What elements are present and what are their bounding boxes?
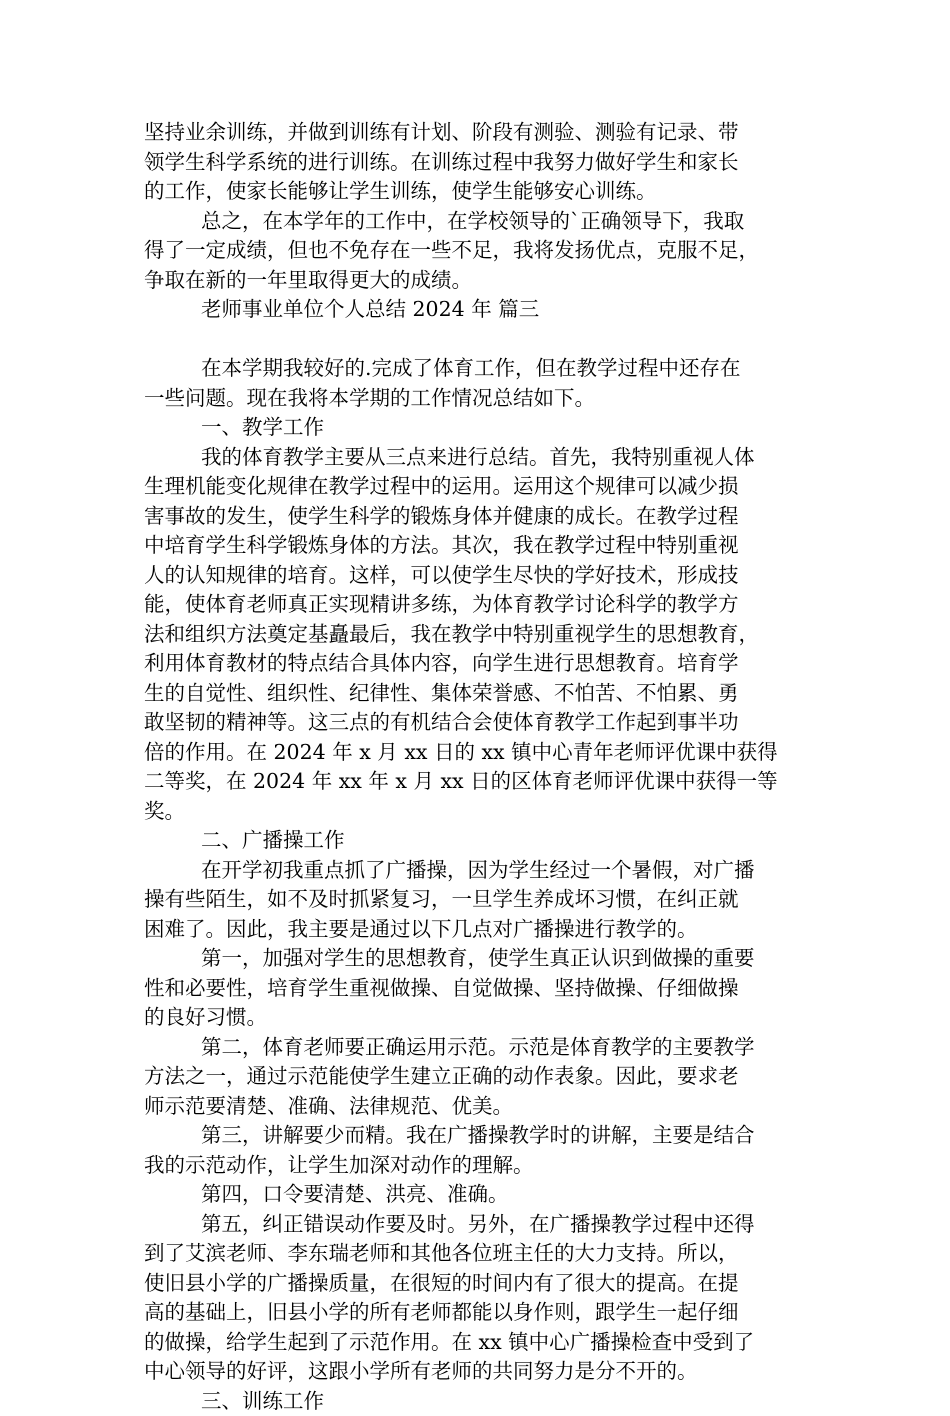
text-line: 一、教学工作	[144, 413, 827, 443]
text-line: 生理机能变化规律在教学过程中的运用。运用这个规律可以减少损	[144, 472, 827, 502]
text-line: 的良好习惯。	[144, 1003, 827, 1033]
text-line: 方法之一，通过示范能使学生建立正确的动作表象。因此，要求老	[144, 1062, 827, 1092]
text-line: 坚持业余训练，并做到训练有计划、阶段有测验、测验有记录、带	[144, 118, 827, 148]
text-line: 我的示范动作，让学生加深对动作的理解。	[144, 1151, 827, 1181]
text-line: 在开学初我重点抓了广播操，因为学生经过一个暑假，对广播	[144, 856, 827, 886]
text-line: 第四，口令要清楚、洪亮、准确。	[144, 1180, 827, 1210]
text-line: 高的基础上，旧县小学的所有老师都能以身作则，跟学生一起仔细	[144, 1298, 827, 1328]
document-page	[144, 118, 827, 1416]
text-line: 三、训练工作	[144, 1387, 827, 1416]
text-line: 在本学期我较好的.完成了体育工作，但在教学过程中还存在	[144, 354, 827, 384]
text-line: 二等奖，在 2024 年 xx 年 x 月 xx 日的区体育老师评优课中获得一等	[144, 767, 827, 797]
text-line: 师示范要清楚、准确、法律规范、优美。	[144, 1092, 827, 1122]
text-line: 第二，体育老师要正确运用示范。示范是体育教学的主要教学	[144, 1033, 827, 1063]
text-line: 的做操，给学生起到了示范作用。在 xx 镇中心广播操检查中受到了	[144, 1328, 827, 1358]
text-line: 法和组织方法奠定基矗最后，我在教学中特别重视学生的思想教育，	[144, 620, 827, 650]
blank-line	[144, 325, 827, 355]
text-line: 敢坚韧的精神等。这三点的有机结合会使体育教学工作起到事半功	[144, 708, 827, 738]
text-line: 害事故的发生，使学生科学的锻炼身体并健康的成长。在教学过程	[144, 502, 827, 532]
text-line: 使旧县小学的广播操质量，在很短的时间内有了很大的提高。在提	[144, 1269, 827, 1299]
text-line: 中心领导的好评，这跟小学所有老师的共同努力是分不开的。	[144, 1357, 827, 1387]
text-line: 操有些陌生，如不及时抓紧复习，一旦学生养成坏习惯，在纠正就	[144, 885, 827, 915]
text-line: 生的自觉性、组织性、纪律性、集体荣誉感、不怕苦、不怕累、勇	[144, 679, 827, 709]
text-line: 第五，纠正错误动作要及时。另外，在广播操教学过程中还得	[144, 1210, 827, 1240]
text-line: 得了一定成绩，但也不免存在一些不足，我将发扬优点，克服不足，	[144, 236, 827, 266]
text-line: 二、广播操工作	[144, 826, 827, 856]
text-line: 一些问题。现在我将本学期的工作情况总结如下。	[144, 384, 827, 414]
text-line: 人的认知规律的培育。这样，可以使学生尽快的学好技术，形成技	[144, 561, 827, 591]
text-line: 老师事业单位个人总结 2024 年 篇三	[144, 295, 827, 325]
text-line: 能，使体育老师真正实现精讲多练，为体育教学讨论科学的教学方	[144, 590, 827, 620]
text-line: 到了艾滨老师、李东瑞老师和其他各位班主任的大力支持。所以，	[144, 1239, 827, 1269]
text-line: 争取在新的一年里取得更大的成绩。	[144, 266, 827, 296]
text-line: 奖。	[144, 797, 827, 827]
text-line: 我的体育教学主要从三点来进行总结。首先，我特别重视人体	[144, 443, 827, 473]
text-line: 倍的作用。在 2024 年 x 月 xx 日的 xx 镇中心青年老师评优课中获得	[144, 738, 827, 768]
text-line: 领学生科学系统的进行训练。在训练过程中我努力做好学生和家长	[144, 148, 827, 178]
text-line: 总之，在本学年的工作中，在学校领导的`正确领导下，我取	[144, 207, 827, 237]
text-line: 困难了。因此，我主要是通过以下几点对广播操进行教学的。	[144, 915, 827, 945]
text-line: 的工作，使家长能够让学生训练，使学生能够安心训练。	[144, 177, 827, 207]
text-line: 中培育学生科学锻炼身体的方法。其次，我在教学过程中特别重视	[144, 531, 827, 561]
text-line: 性和必要性，培育学生重视做操、自觉做操、坚持做操、仔细做操	[144, 974, 827, 1004]
text-line: 第一，加强对学生的思想教育，使学生真正认识到做操的重要	[144, 944, 827, 974]
text-line: 利用体育教材的特点结合具体内容，向学生进行思想教育。培育学	[144, 649, 827, 679]
text-line: 第三，讲解要少而精。我在广播操教学时的讲解，主要是结合	[144, 1121, 827, 1151]
